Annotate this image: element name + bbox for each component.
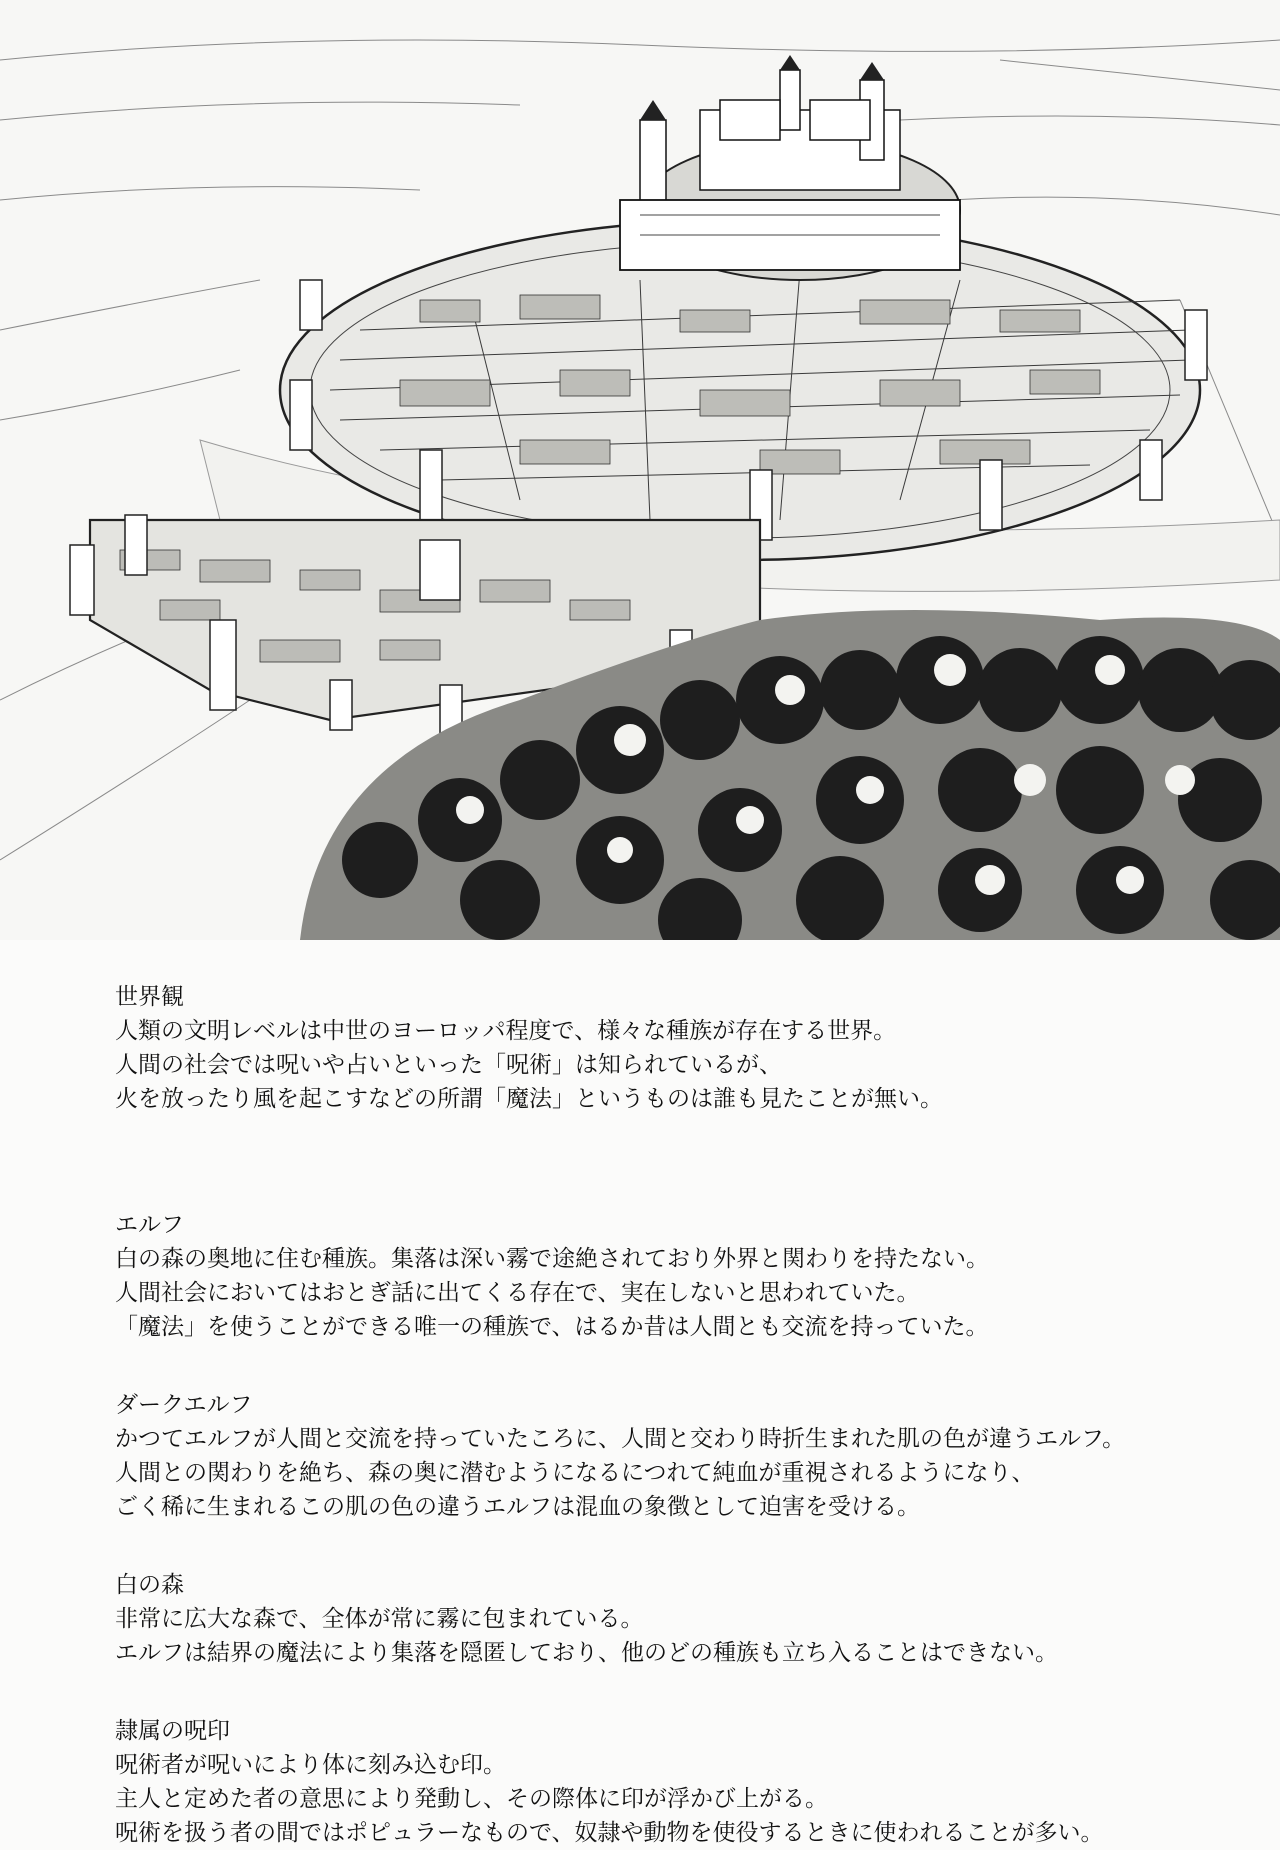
- section-white-forest: [115, 1568, 1235, 1670]
- section-line: 「魔法」を使うことができる唯一の種族で、はるか昔は人間とも交流を持っていた。: [115, 1314, 989, 1340]
- section-world-setting: [115, 980, 1235, 1116]
- section-line: 人間との関わりを絶ち、森の奥に潜むようになるにつれて純血が重視されるようになり、: [115, 1460, 1035, 1486]
- section-line: 呪術を扱う者の間ではポピュラーなもので、奴隷や動物を使役するときに使われることが多い。: [115, 1820, 1104, 1846]
- section-line: 呪術者が呪いにより体に刻み込む印。: [115, 1752, 506, 1778]
- section-line: 人類の文明レベルは中世のヨーロッパ程度で、様々な種族が存在する世界。: [115, 1018, 897, 1044]
- section-line: 人間の社会では呪いや占いといった「呪術」は知られているが、: [115, 1052, 782, 1078]
- section-line: ごく稀に生まれるこの肌の色の違うエルフは混血の象徴として迫害を受ける。: [115, 1494, 920, 1520]
- section-dark-elf: [115, 1388, 1235, 1524]
- section-slave-curse-mark: [115, 1714, 1235, 1850]
- section-line: 主人と定めた者の意思により発動し、その際体に印が浮かび上がる。: [115, 1786, 828, 1812]
- section-title: 世界観: [115, 984, 184, 1010]
- section-line: 火を放ったり風を起こすなどの所謂「魔法」というものは誰も見たことが無い。: [115, 1086, 943, 1112]
- section-elf: [115, 1208, 1235, 1344]
- section-line: 人間社会においてはおとぎ話に出てくる存在で、実在しないと思われていた。: [115, 1280, 920, 1306]
- section-line: かつてエルフが人間と交流を持っていたころに、人間と交わり時折生まれた肌の色が違うエルフ。: [115, 1426, 1126, 1452]
- section-title: 白の森: [115, 1572, 184, 1598]
- section-line: エルフは結界の魔法により集落を隠匿しており、他のどの種族も立ち入ることはできない。: [115, 1640, 1058, 1666]
- section-line: 非常に広大な森で、全体が常に霧に包まれている。: [115, 1606, 644, 1632]
- section-line: 白の森の奥地に住む種族。集落は深い霧で途絶されており外界と関わりを持たない。: [115, 1246, 989, 1272]
- section-title: エルフ: [115, 1212, 184, 1238]
- section-title: 隷属の呪印: [115, 1718, 230, 1744]
- section-title: ダークエルフ: [115, 1392, 253, 1418]
- glossary: [115, 980, 1235, 1850]
